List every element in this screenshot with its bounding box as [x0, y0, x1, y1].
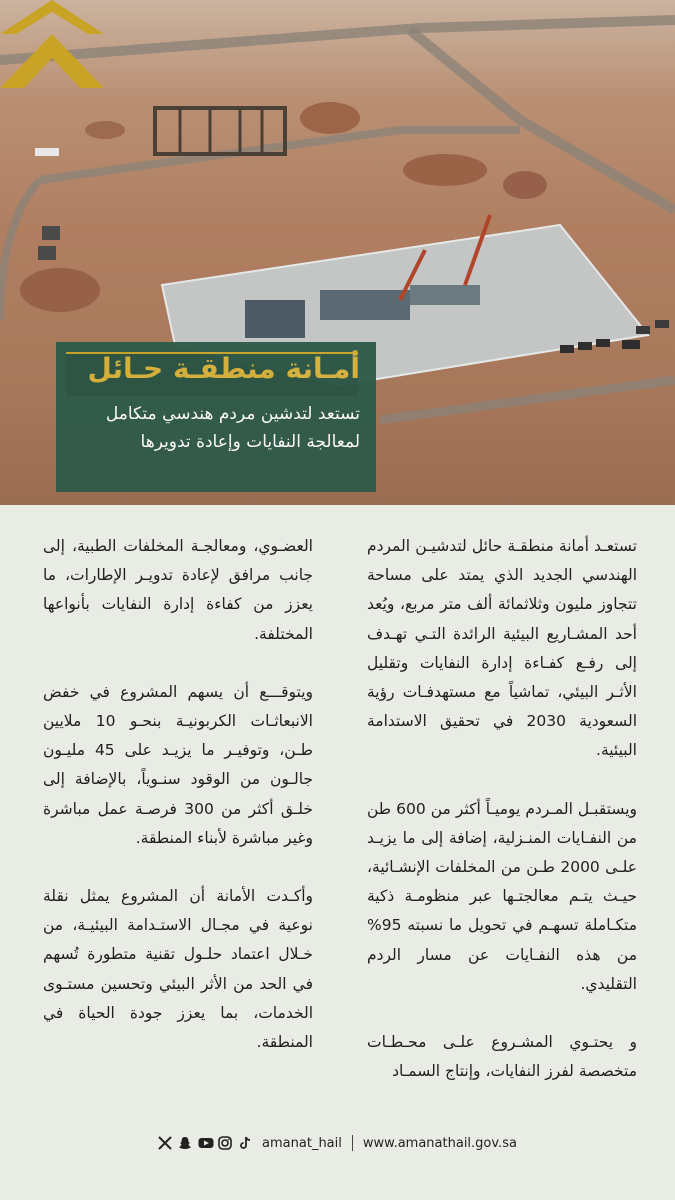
hero-aerial-photo: [0, 0, 675, 505]
headline-subtitle: تستعد لتدشين مردم هندسي متكامل لمعالجة النفايات وإعادة تدويرها: [105, 404, 360, 452]
social-icons: [158, 1136, 252, 1150]
footer-divider: [352, 1135, 353, 1151]
article-right-column: [367, 532, 637, 1115]
snapchat-icon[interactable]: [178, 1136, 192, 1150]
social-handle[interactable]: amanat_hail: [262, 1135, 342, 1151]
headline-title: أمـانة منطقـة حـائل: [87, 352, 360, 385]
headline-box: [56, 342, 376, 492]
paragraph: ويتوقـــع أن يسهم المشروع في خفض الانبعاثـات الكربونيـة بنحـو 10 ملايين طـن، وتوفيـر ما يزيـد على 45 مليـون جالـون من الوقود سنـوياً، بالإضافة إلى خلـق أكثر من 300 فرصـة عمل مباشرة وغير مباشرة لأبناء المنطقة.: [43, 682, 313, 847]
tiktok-icon[interactable]: [238, 1136, 252, 1150]
x-icon[interactable]: [158, 1136, 172, 1150]
instagram-icon[interactable]: [218, 1136, 232, 1150]
paragraph: و يحتـوي المشـروع علـى محـطـات متخصصة لفرز النفايات، وإنتاج السمـاد: [367, 1033, 637, 1081]
paragraph: تستعـد أمانة منطقـة حائل لتدشيـن المردم الهندسي الجديد الذي يمتد على مساحة تتجاوز مليون وثلاثمائة ألف متر مربع، ويُعد أحد المشـاريع البيئية الرائدة التـي تهـدف إلى رفـع كفـاءة إدارة النفايات وتقليل الأثـر البيئي، تماشياً مع مستهدفـات رؤية السعودية 2030 في تحقيق الاستدامة البيئية.: [367, 537, 637, 760]
website-link[interactable]: www.amanathail.gov.sa: [362, 1135, 517, 1151]
paragraph: العضـوي، ومعالجـة المخلفات الطبية، إلى جانب مرافق لإعادة تدويـر الإطارات، ما يعزز من كفاءة إدارة النفايات بأنواعها المختلفة.: [43, 537, 313, 643]
article-left-column: [43, 532, 313, 1086]
paragraph: ويستقبـل المـردم يوميـاً أكثر من 600 طن من النفـايات المنـزلية، إضافة إلى ما يزيـد علـى 2000 طـن من المخلفات الإنشـائية، حيـث يتـم معالجتـها عبر منظومـة ذكية متكـاملة تسهـم في تحويل ما نسبته 95% من هذه النفـايات عن مسار الردم التقليدي.: [367, 799, 637, 993]
double-chevron-logo-icon: [0, 0, 104, 88]
youtube-icon[interactable]: [198, 1136, 212, 1150]
paragraph: وأكـدت الأمانة أن المشروع يمثل نقلة نوعية في مجـال الاستـدامة البيئيـة، من خـلال اعتماد حلـول تقنية متطورة تُسهم في الحد من الأثر البيئي وتحسين مستـوى الخدمات، بما يعزز جودة الحياة في المنطقة.: [43, 887, 313, 1052]
footer: [0, 1131, 675, 1155]
